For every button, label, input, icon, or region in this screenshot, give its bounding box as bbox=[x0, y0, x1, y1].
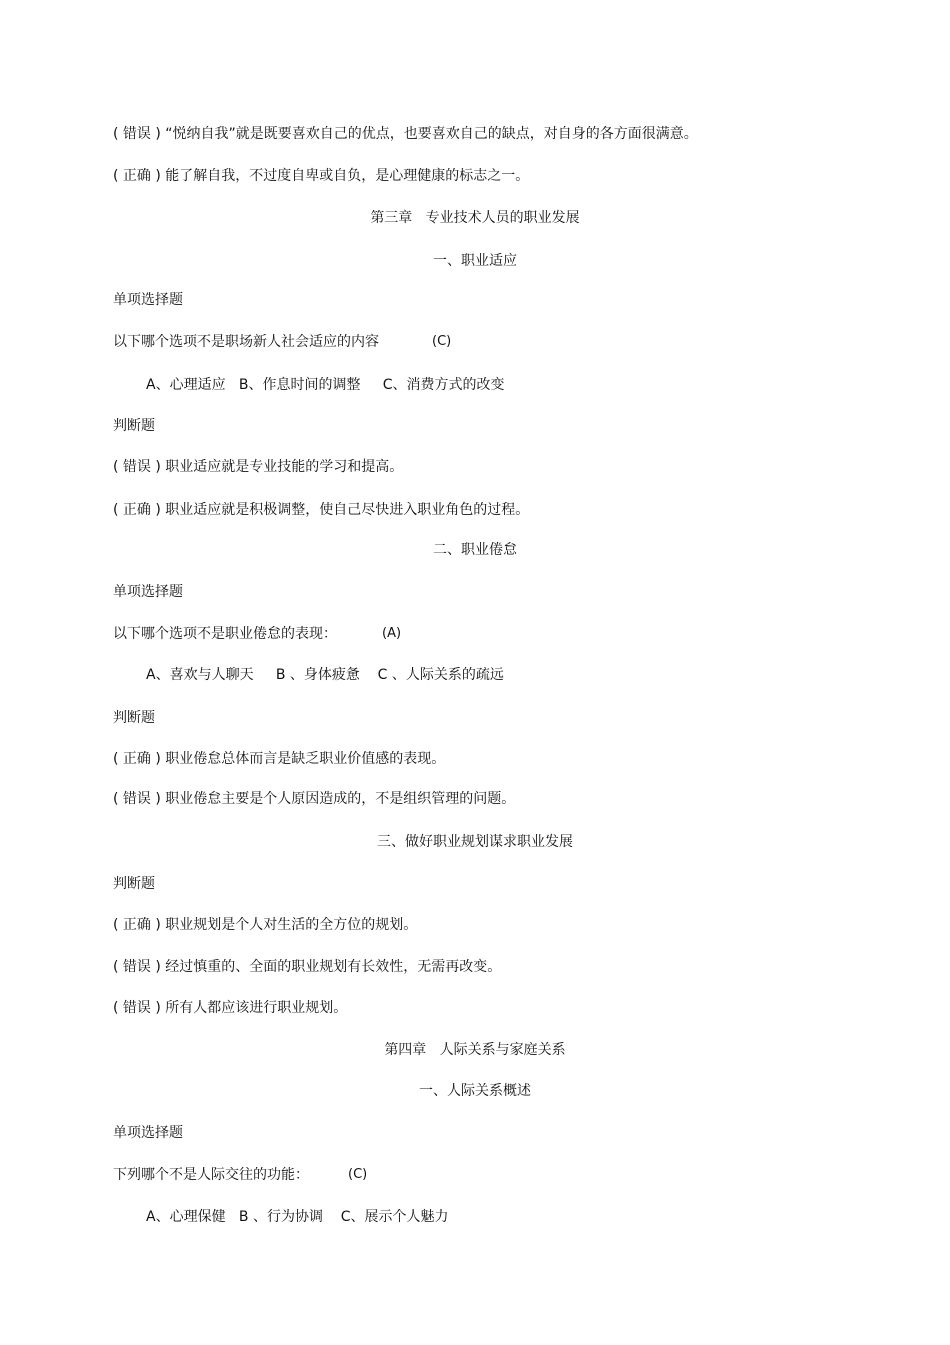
chapter-title: 第四章 人际关系与家庭关系 bbox=[384, 1042, 566, 1058]
question-type-heading: 单项选择题 bbox=[113, 1125, 183, 1141]
question-type-heading: 判断题 bbox=[113, 876, 155, 892]
judgment-item: ( 错误 ) 职业倦怠主要是个人原因造成的，不是组织管理的问题。 bbox=[113, 791, 516, 807]
question-answer: (C) bbox=[348, 1167, 368, 1182]
question-text: 以下哪个选项不是职场新人社会适应的内容 bbox=[113, 334, 379, 350]
judgment-item: ( 正确 ) 职业适应就是积极调整，使自己尽快进入职业角色的过程。 bbox=[113, 502, 530, 518]
judgment-item: ( 正确 ) 能了解自我，不过度自卑或自负，是心理健康的标志之一。 bbox=[113, 168, 530, 184]
question-answer: (C) bbox=[432, 334, 452, 349]
question-type-heading: 单项选择题 bbox=[113, 584, 183, 600]
section-title: 三、做好职业规划谋求职业发展 bbox=[377, 834, 573, 850]
section-title: 一、人际关系概述 bbox=[419, 1083, 531, 1099]
question-type-heading: 单项选择题 bbox=[113, 292, 183, 308]
judgment-item: ( 错误 ) 所有人都应该进行职业规划。 bbox=[113, 1000, 348, 1016]
question-options: A、喜欢与人聊天 B 、身体疲惫 C 、人际关系的疏远 bbox=[146, 667, 504, 683]
judgment-item: ( 错误 ) “悦纳自我”就是既要喜欢自己的优点，也要喜欢自己的缺点，对自身的各方面很满意。 bbox=[113, 126, 698, 142]
question-type-heading: 判断题 bbox=[113, 710, 155, 726]
section-title: 二、职业倦怠 bbox=[433, 542, 517, 558]
judgment-item: ( 正确 ) 职业倦怠总体而言是缺乏职业价值感的表现。 bbox=[113, 751, 446, 767]
judgment-item: ( 错误 ) 经过慎重的、全面的职业规划有长效性，无需再改变。 bbox=[113, 959, 502, 975]
question-answer: (A) bbox=[382, 626, 402, 641]
question-text: 以下哪个选项不是职业倦怠的表现： bbox=[113, 626, 337, 642]
chapter-title: 第三章 专业技术人员的职业发展 bbox=[370, 210, 580, 226]
section-title: 一、职业适应 bbox=[433, 253, 517, 269]
judgment-item: ( 错误 ) 职业适应就是专业技能的学习和提高。 bbox=[113, 459, 404, 475]
question-type-heading: 判断题 bbox=[113, 418, 155, 434]
question-text: 下列哪个不是人际交往的功能： bbox=[113, 1167, 309, 1183]
judgment-item: ( 正确 ) 职业规划是个人对生活的全方位的规划。 bbox=[113, 917, 418, 933]
question-options: A、心理适应 B、作息时间的调整 C、消费方式的改变 bbox=[146, 377, 505, 393]
question-options: A、心理保健 B 、行为协调 C、展示个人魅力 bbox=[146, 1209, 449, 1225]
